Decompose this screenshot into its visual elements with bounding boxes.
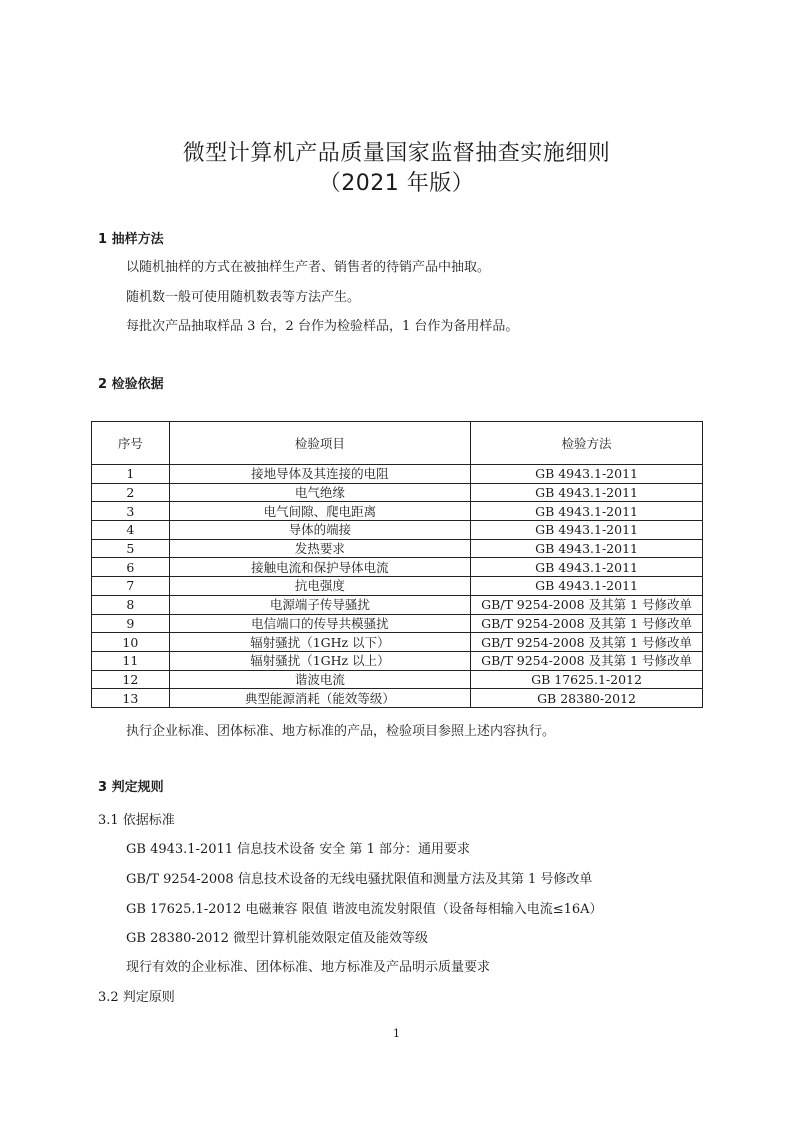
table-cell: 3: [92, 502, 170, 521]
table-header-cell: 检验方法: [471, 422, 703, 465]
standard-item: GB 28380-2012 微型计算机能效限定值及能效等级: [126, 931, 429, 946]
table-cell: GB/T 9254-2008 及其第 1 号修改单: [471, 651, 703, 670]
table-row: [92, 483, 703, 502]
table-cell: 8: [92, 595, 170, 614]
table-cell: GB 4943.1-2011: [471, 502, 703, 521]
standard-item: GB 4943.1-2011 信息技术设备 安全 第 1 部分：通用要求: [126, 842, 470, 857]
document-subtitle: （2021 年版）: [318, 171, 475, 196]
table-cell: GB/T 9254-2008 及其第 1 号修改单: [471, 614, 703, 633]
table-row: [92, 689, 703, 708]
table-cell: GB 4943.1-2011: [471, 521, 703, 540]
table-row: [92, 651, 703, 670]
table-row: [92, 465, 703, 484]
section-3-heading: 3 判定规则: [98, 780, 164, 795]
table-cell: GB/T 9254-2008 及其第 1 号修改单: [471, 595, 703, 614]
table-cell: 电气间隙、爬电距离: [169, 502, 470, 521]
table-row: [92, 633, 703, 652]
table-cell: GB 4943.1-2011: [471, 539, 703, 558]
table-row: [92, 595, 703, 614]
table-cell: GB/T 9254-2008 及其第 1 号修改单: [471, 633, 703, 652]
table-cell: 发热要求: [169, 539, 470, 558]
table-cell: GB 17625.1-2012: [471, 670, 703, 689]
table-note: 执行企业标准、团体标准、地方标准的产品，检验项目参照上述内容执行。: [126, 724, 556, 739]
table-row: [92, 558, 703, 577]
table-row: [92, 502, 703, 521]
subsection-3-2-heading: 3.2 判定原则: [98, 990, 175, 1005]
table-cell: 9: [92, 614, 170, 633]
table-cell: 接地导体及其连接的电阻: [169, 465, 470, 484]
section-1-paragraph-1: 以随机抽样的方式在被抽样生产者、销售者的待销产品中抽取。: [126, 260, 491, 275]
page-number: 1: [393, 1027, 400, 1040]
table-header-row: [92, 422, 703, 465]
table-cell: GB 28380-2012: [471, 689, 703, 708]
table-cell: 1: [92, 465, 170, 484]
section-2-heading: 2 检验依据: [98, 377, 164, 392]
table-cell: 2: [92, 483, 170, 502]
table-cell: 6: [92, 558, 170, 577]
table-cell: 10: [92, 633, 170, 652]
table-cell: 7: [92, 577, 170, 596]
table-cell: 接触电流和保护导体电流: [169, 558, 470, 577]
table-cell: 13: [92, 689, 170, 708]
table-cell: 辐射骚扰（1GHz 以上）: [169, 651, 470, 670]
table-cell: 抗电强度: [169, 577, 470, 596]
document-title: 微型计算机产品质量国家监督抽查实施细则: [182, 141, 611, 166]
table-cell: 辐射骚扰（1GHz 以下）: [169, 633, 470, 652]
table-cell: 谐波电流: [169, 670, 470, 689]
table-cell: 5: [92, 539, 170, 558]
table-cell: 11: [92, 651, 170, 670]
table-header-cell: 序号: [92, 422, 170, 465]
table-cell: GB 4943.1-2011: [471, 558, 703, 577]
section-1-heading: 1 抽样方法: [98, 232, 164, 247]
table-cell: GB 4943.1-2011: [471, 465, 703, 484]
table-row: [92, 670, 703, 689]
table-row: [92, 614, 703, 633]
section-1-paragraph-2: 随机数一般可使用随机数表等方法产生。: [126, 290, 361, 305]
subsection-3-1-heading: 3.1 依据标准: [98, 813, 175, 828]
table-row: [92, 577, 703, 596]
table-cell: GB 4943.1-2011: [471, 483, 703, 502]
table-cell: 电气绝缘: [169, 483, 470, 502]
inspection-table: [91, 421, 703, 708]
table-row: [92, 521, 703, 540]
table-cell: 电源端子传导骚扰: [169, 595, 470, 614]
table-cell: 电信端口的传导共模骚扰: [169, 614, 470, 633]
table-cell: 典型能源消耗（能效等级）: [169, 689, 470, 708]
standard-item: GB 17625.1-2012 电磁兼容 限值 谐波电流发射限值（设备每相输入电流≤16A）: [126, 902, 603, 917]
table-cell: 导体的端接: [169, 521, 470, 540]
standard-item: GB/T 9254-2008 信息技术设备的无线电骚扰限值和测量方法及其第 1 号修改单: [126, 872, 593, 887]
table-cell: GB 4943.1-2011: [471, 577, 703, 596]
section-1-paragraph-3: 每批次产品抽取样品 3 台，2 台作为检验样品，1 台作为备用样品。: [126, 319, 519, 334]
standard-item: 现行有效的企业标准、团体标准、地方标准及产品明示质量要求: [126, 960, 491, 975]
table-header-cell: 检验项目: [169, 422, 470, 465]
table-row: [92, 539, 703, 558]
table-cell: 4: [92, 521, 170, 540]
table-cell: 12: [92, 670, 170, 689]
